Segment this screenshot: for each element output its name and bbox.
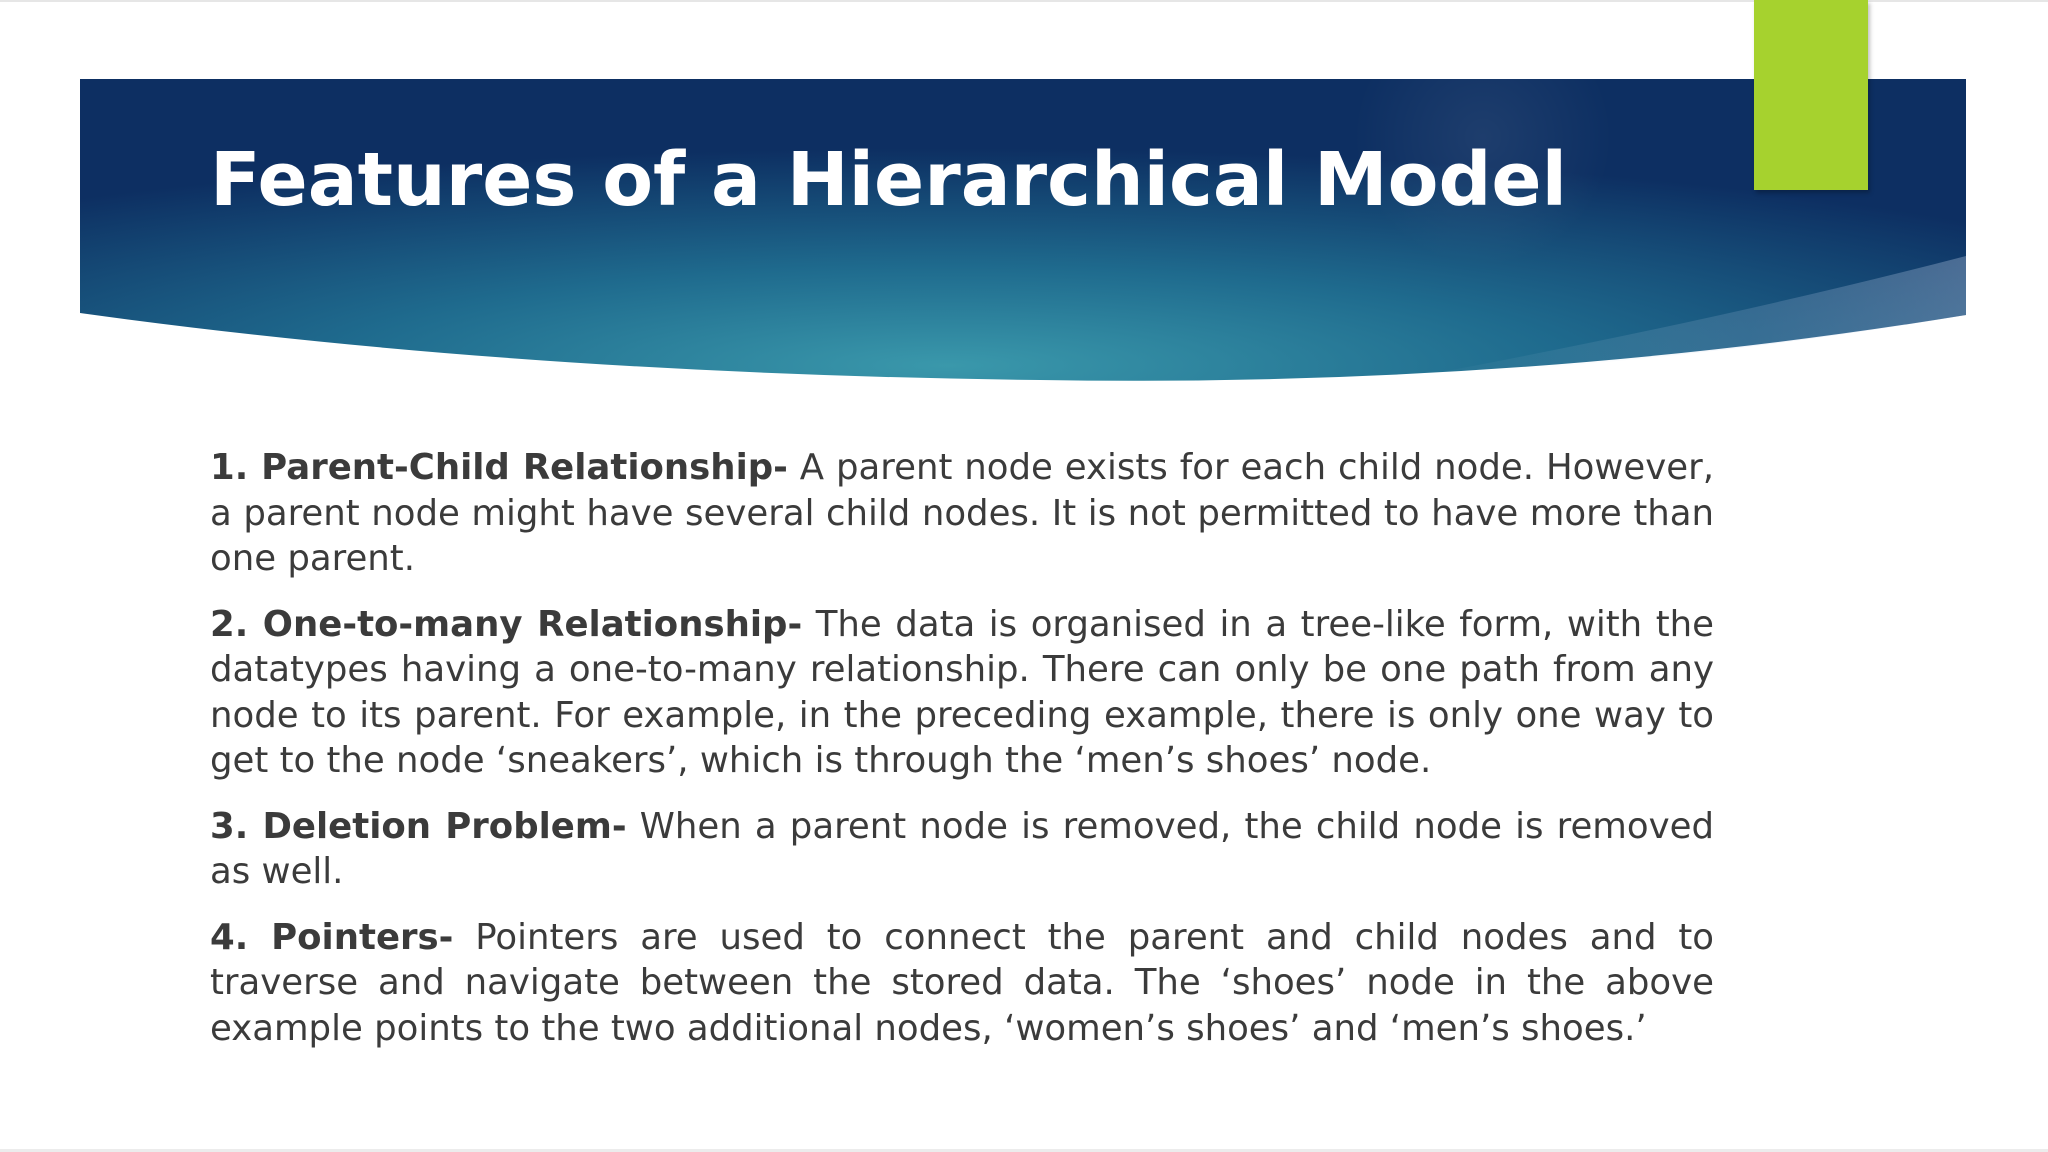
slide-title: Features of a Hierarchical Model (210, 137, 1567, 223)
feature-description: When a parent node is removed, the child node is removed as well. (210, 805, 1714, 892)
feature-list (210, 445, 1714, 1071)
feature-description: Pointers are used to connect the parent and child nodes and to traverse and navigate between the stored data. The ‘shoes’ node in the above example points to the two additional nodes, ‘women’s shoes’ and ‘men’s shoes.’ (210, 916, 1714, 1049)
feature-heading: 1. Parent-Child Relationship- (210, 447, 788, 488)
feature-item (210, 602, 1714, 784)
feature-heading: 3. Deletion Problem- (210, 805, 627, 847)
accent-tab (1754, 0, 1868, 190)
feature-item (210, 915, 1714, 1052)
feature-heading: 2. One-to-many Relationship- (210, 603, 803, 645)
feature-item (210, 445, 1714, 582)
feature-heading: 4. Pointers- (210, 916, 454, 958)
feature-description: The data is organised in a tree-like form, with the datatypes having a one-to-many relationship. There can only be one path from any node to its parent. For example, in the preceding example, there is only one way to get to the node ‘sneakers’, which is through the ‘men’s shoes’ node. (210, 603, 1714, 781)
feature-description: A parent node exists for each child node. However, a parent node might have several child nodes. It is not permitted to have more than one parent. (210, 447, 1714, 579)
feature-item (210, 804, 1714, 895)
